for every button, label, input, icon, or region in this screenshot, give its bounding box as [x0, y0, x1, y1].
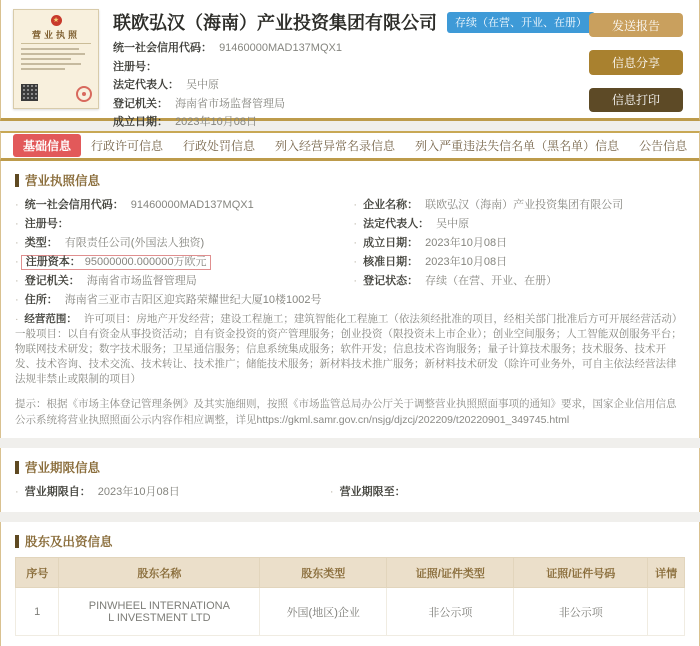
company-name-title: 联欧弘汉（海南）产业投资集团有限公司	[113, 13, 437, 33]
col-header-cert-type: 证照/证件类型	[387, 558, 514, 588]
col-header-shareholder-name: 股东名称	[59, 558, 260, 588]
license-text-line	[21, 63, 81, 65]
license-left-column	[15, 196, 353, 291]
field-company-type: · 类型： 有限责任公司(外国法人独资)	[15, 234, 353, 253]
section-bar-icon	[15, 174, 19, 187]
qr-code-icon	[21, 84, 38, 101]
field-approval-date: · 核准日期： 2023年10月08日	[353, 253, 685, 272]
field-registered-capital	[15, 253, 353, 272]
col-header-cert-number: 证照/证件号码	[514, 558, 648, 588]
header-field-reg-number: 注册号：	[113, 60, 157, 73]
page-gap	[0, 512, 700, 522]
national-emblem-icon: ★	[51, 15, 62, 26]
shareholder-table-row	[16, 588, 685, 636]
print-info-button[interactable]: 信息打印	[589, 88, 683, 112]
license-right-column	[353, 196, 685, 291]
field-reg-number: · 注册号：	[15, 215, 353, 234]
license-text-line	[21, 48, 79, 50]
field-term-to: · 营业期限至：	[330, 483, 410, 502]
shareholder-section	[0, 522, 700, 646]
license-text-line	[21, 68, 65, 70]
tab-announcement[interactable]: 公告信息	[639, 139, 688, 153]
license-text-line	[21, 58, 71, 60]
business-term-section	[0, 448, 700, 512]
cell-detail	[648, 588, 685, 636]
license-thumb-title: 营业执照	[21, 28, 91, 44]
field-term-from: · 营业期限自： 2023年10月08日	[15, 483, 330, 502]
col-header-index: 序号	[16, 558, 59, 588]
cell-cert-type: 非公示项	[387, 588, 514, 636]
shareholder-table-header-row	[16, 558, 685, 588]
field-business-scope: · 经营范围： 许可项目：房地产开发经营；建设工程施工；建筑智能化工程施工（依法须经批准的项目，经相关部门批准后方可开展经营活动）一般项目：以自有资金从事投资活动；自有资金投资的资产管理服务；创业投资（限投资未上市企业）；创业空间服务；人工智能双创服务平台；物联网技术研发；数字技术服务；卫星通信服务；信息系统集成服务；软件开发；信息技术咨询服务；量子计算技术服务；技术服务、技术开发、技术咨询、技术交流、技术转让、技术推广；储能技术服务；新材料技术推广服务；新材料技术研发（除许可业务外，可自主依法经营法律法规非禁止或限制的项目）	[15, 312, 685, 387]
info-tab-bar	[0, 131, 700, 161]
col-header-detail: 详情	[648, 558, 685, 588]
field-establishment-date: · 成立日期： 2023年10月08日	[353, 234, 685, 253]
license-text-line	[21, 53, 85, 55]
section-bar-icon	[15, 461, 19, 474]
header-field-authority: 登记机关： 海南省市场监督管理局	[113, 97, 286, 110]
field-company-name: · 企业名称： 联欧弘汉（海南）产业投资集团有限公司	[353, 196, 685, 215]
field-address: · 住所： 海南省三亚市吉阳区迎宾路荣耀世纪大厦10楼1002号	[15, 291, 685, 310]
section-bar-icon	[15, 535, 19, 548]
shareholder-section-title: 股东及出资信息	[15, 532, 685, 550]
business-license-thumbnail[interactable]	[13, 9, 99, 109]
cell-shareholder-type: 外国(地区)企业	[260, 588, 387, 636]
tab-admin-penalty[interactable]: 行政处罚信息	[183, 139, 256, 153]
license-note: 提示：根据《市场主体登记管理条例》及其实施细则，按照《市场监管总局办公厅关于调整营业执照照面事项的通知》要求，国家企业信用信息公示系统将营业执照照面公示内容作相应调整，详见https://gkml.samr.gov.cn/nsjg/djzcj/202209/t20220901_349745.html	[15, 398, 677, 426]
send-report-button[interactable]: 发送报告	[589, 13, 683, 37]
cell-cert-number: 非公示项	[514, 588, 648, 636]
field-credit-code: · 统一社会信用代码： 91460000MAD137MQX1	[15, 196, 353, 215]
tab-basic-info[interactable]: 基础信息	[13, 134, 81, 157]
header-field-legal-rep: 法定代表人： 吴中原	[113, 79, 220, 91]
tab-admin-license[interactable]: 行政许可信息	[91, 139, 164, 153]
page-gap	[0, 438, 700, 448]
header-field-credit-code: 统一社会信用代码： 91460000MAD137MQX1	[113, 42, 342, 54]
company-header	[0, 0, 700, 128]
registration-status-badge: 存续（在营、开业、在册）	[447, 12, 595, 33]
cell-index: 1	[16, 588, 59, 636]
header-main	[113, 9, 587, 128]
tab-serious-violation-blacklist[interactable]: 列入严重违法失信名单（黑名单）信息	[415, 139, 620, 153]
header-action-buttons	[589, 9, 687, 112]
license-section-title: 营业执照信息	[15, 171, 685, 189]
header-field-establish-date: 成立日期： 2023年10月08日	[113, 116, 258, 128]
registered-capital-highlight-box: 注册资本： 95000000.000000万欧元	[21, 255, 212, 270]
share-info-button[interactable]: 信息分享	[589, 50, 683, 74]
term-section-title: 营业期限信息	[15, 458, 685, 476]
field-registration-authority: · 登记机关： 海南省市场监督管理局	[15, 272, 353, 291]
shareholder-table	[15, 557, 685, 636]
field-registration-status: · 登记状态： 存续（在营、开业、在册）	[353, 272, 685, 291]
red-seal-icon	[76, 86, 92, 102]
tab-abnormal-operation[interactable]: 列入经营异常名录信息	[275, 139, 396, 153]
field-legal-representative: · 法定代表人： 吴中原	[353, 215, 685, 234]
col-header-shareholder-type: 股东类型	[260, 558, 387, 588]
cell-shareholder-name: PINWHEEL INTERNATIONAL INVESTMENT LTD	[59, 588, 260, 636]
license-info-section	[0, 161, 700, 438]
